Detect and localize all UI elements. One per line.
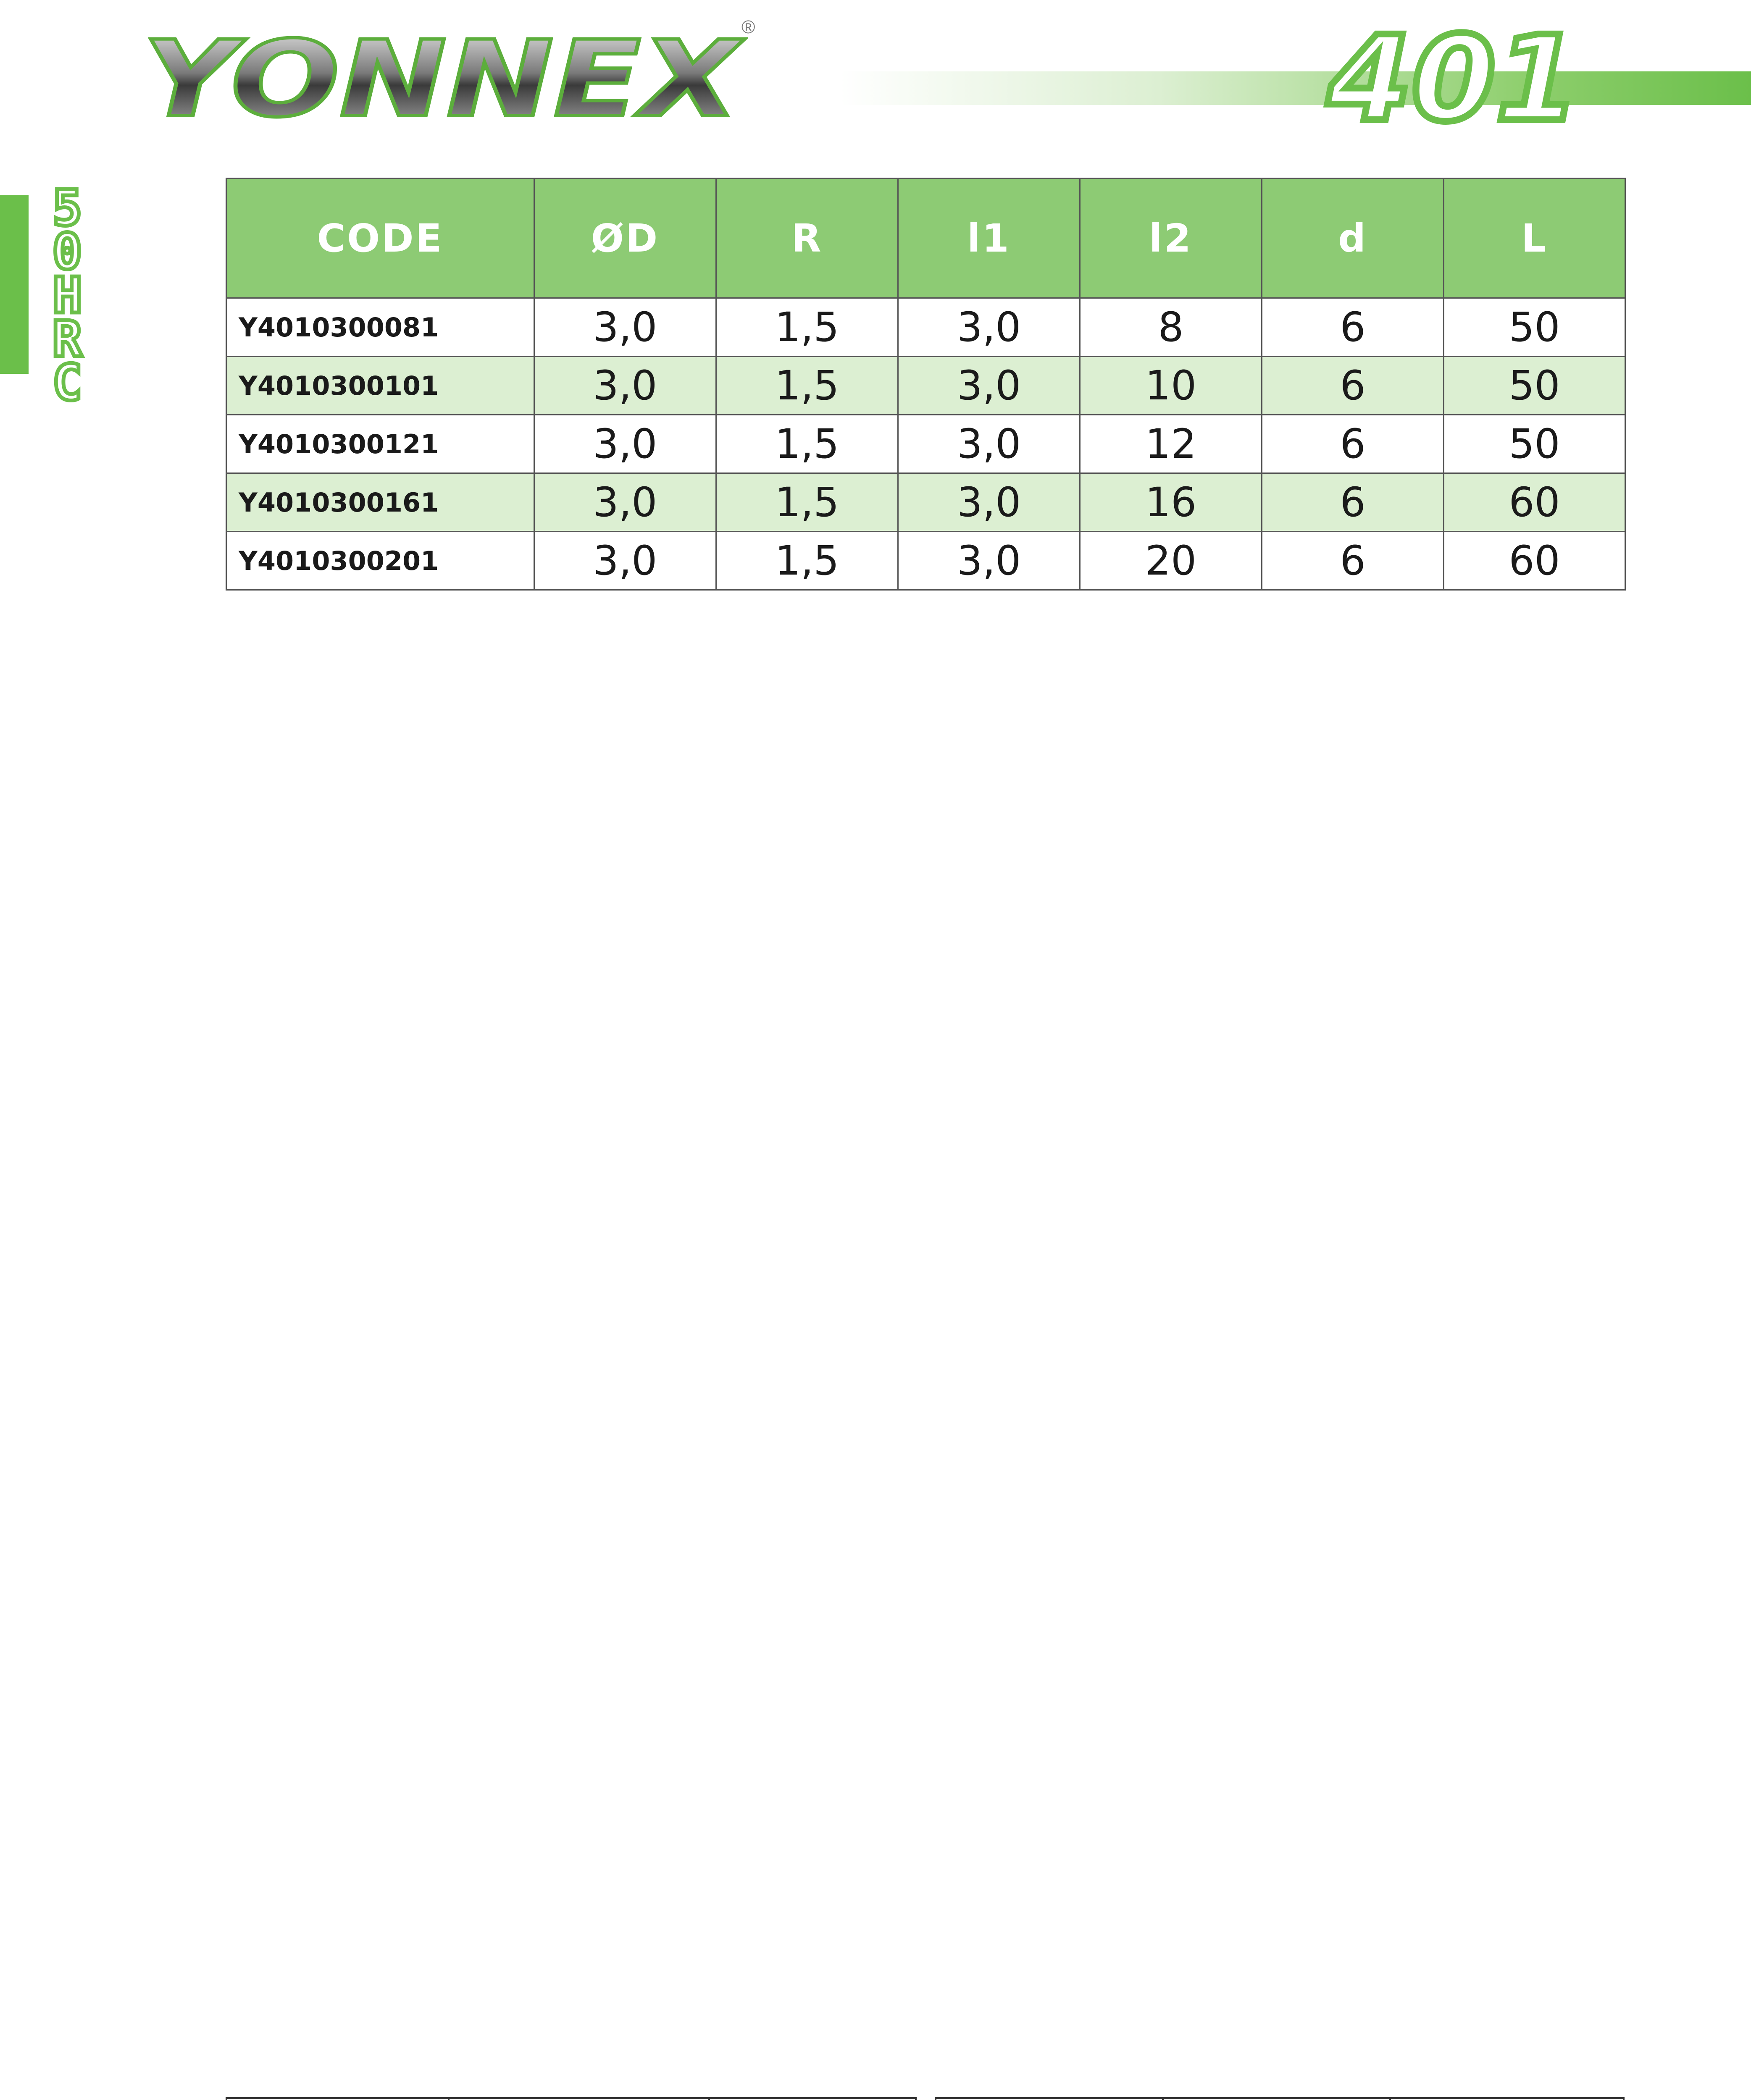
coolant-legend bbox=[935, 2097, 1625, 2100]
table-row bbox=[226, 298, 1625, 357]
cell: 20 bbox=[1080, 532, 1262, 590]
cell: 1,5 bbox=[716, 357, 898, 415]
header-code: CODE bbox=[226, 178, 534, 298]
cell: 3,0 bbox=[534, 473, 716, 532]
cell: 50 bbox=[1444, 415, 1625, 473]
hardness-label: 5 0 H R C bbox=[52, 179, 82, 403]
cell: 3,0 bbox=[534, 415, 716, 473]
header-length: L bbox=[1444, 178, 1625, 298]
registered-mark: ® bbox=[741, 17, 755, 37]
cell: 50 bbox=[1444, 298, 1625, 357]
header-l2: l2 bbox=[1080, 178, 1262, 298]
cell: 1,5 bbox=[716, 532, 898, 590]
header-diameter: ØD bbox=[534, 178, 716, 298]
cell: 60 bbox=[1444, 473, 1625, 532]
cell: 1,5 bbox=[716, 298, 898, 357]
table-row bbox=[226, 532, 1625, 590]
table-row bbox=[226, 415, 1625, 473]
cell: 6 bbox=[1262, 415, 1444, 473]
cell: 3,0 bbox=[898, 473, 1080, 532]
cell-code: Y4010300161 bbox=[226, 473, 534, 532]
cell: 3,0 bbox=[898, 357, 1080, 415]
cell: 6 bbox=[1262, 298, 1444, 357]
cell: 60 bbox=[1444, 532, 1625, 590]
brand-name: YONNEX bbox=[143, 25, 745, 130]
cell: 8 bbox=[1080, 298, 1262, 357]
brand-logo bbox=[139, 25, 748, 130]
table-header-row bbox=[226, 178, 1625, 298]
cell: 3,0 bbox=[898, 415, 1080, 473]
cell-code: Y4010300121 bbox=[226, 415, 534, 473]
cell: 3,0 bbox=[534, 298, 716, 357]
cell-code: Y4010300101 bbox=[226, 357, 534, 415]
header-accent-bar bbox=[840, 71, 1751, 105]
table-row bbox=[226, 473, 1625, 532]
table-row bbox=[226, 357, 1625, 415]
side-accent-bar bbox=[0, 195, 29, 374]
cell: 1,5 bbox=[716, 415, 898, 473]
cell: 3,0 bbox=[898, 298, 1080, 357]
series-number bbox=[1323, 23, 1584, 132]
cell: 3,0 bbox=[898, 532, 1080, 590]
header-l1: l1 bbox=[898, 178, 1080, 298]
cell: 6 bbox=[1262, 532, 1444, 590]
machining-legend bbox=[226, 2097, 917, 2100]
header-radius: R bbox=[716, 178, 898, 298]
cell: 50 bbox=[1444, 357, 1625, 415]
cell: 10 bbox=[1080, 357, 1262, 415]
cell: 6 bbox=[1262, 357, 1444, 415]
hardness-badge bbox=[42, 168, 92, 403]
cell: 3,0 bbox=[534, 532, 716, 590]
dimensions-table bbox=[226, 178, 1626, 591]
cell-code: Y4010300081 bbox=[226, 298, 534, 357]
cell: 6 bbox=[1262, 473, 1444, 532]
cell-code: Y4010300201 bbox=[226, 532, 534, 590]
cell: 1,5 bbox=[716, 473, 898, 532]
cell: 12 bbox=[1080, 415, 1262, 473]
cell: 16 bbox=[1080, 473, 1262, 532]
cell: 3,0 bbox=[534, 357, 716, 415]
header-shank-d: d bbox=[1262, 178, 1444, 298]
series-label: 401 bbox=[1325, 23, 1580, 132]
